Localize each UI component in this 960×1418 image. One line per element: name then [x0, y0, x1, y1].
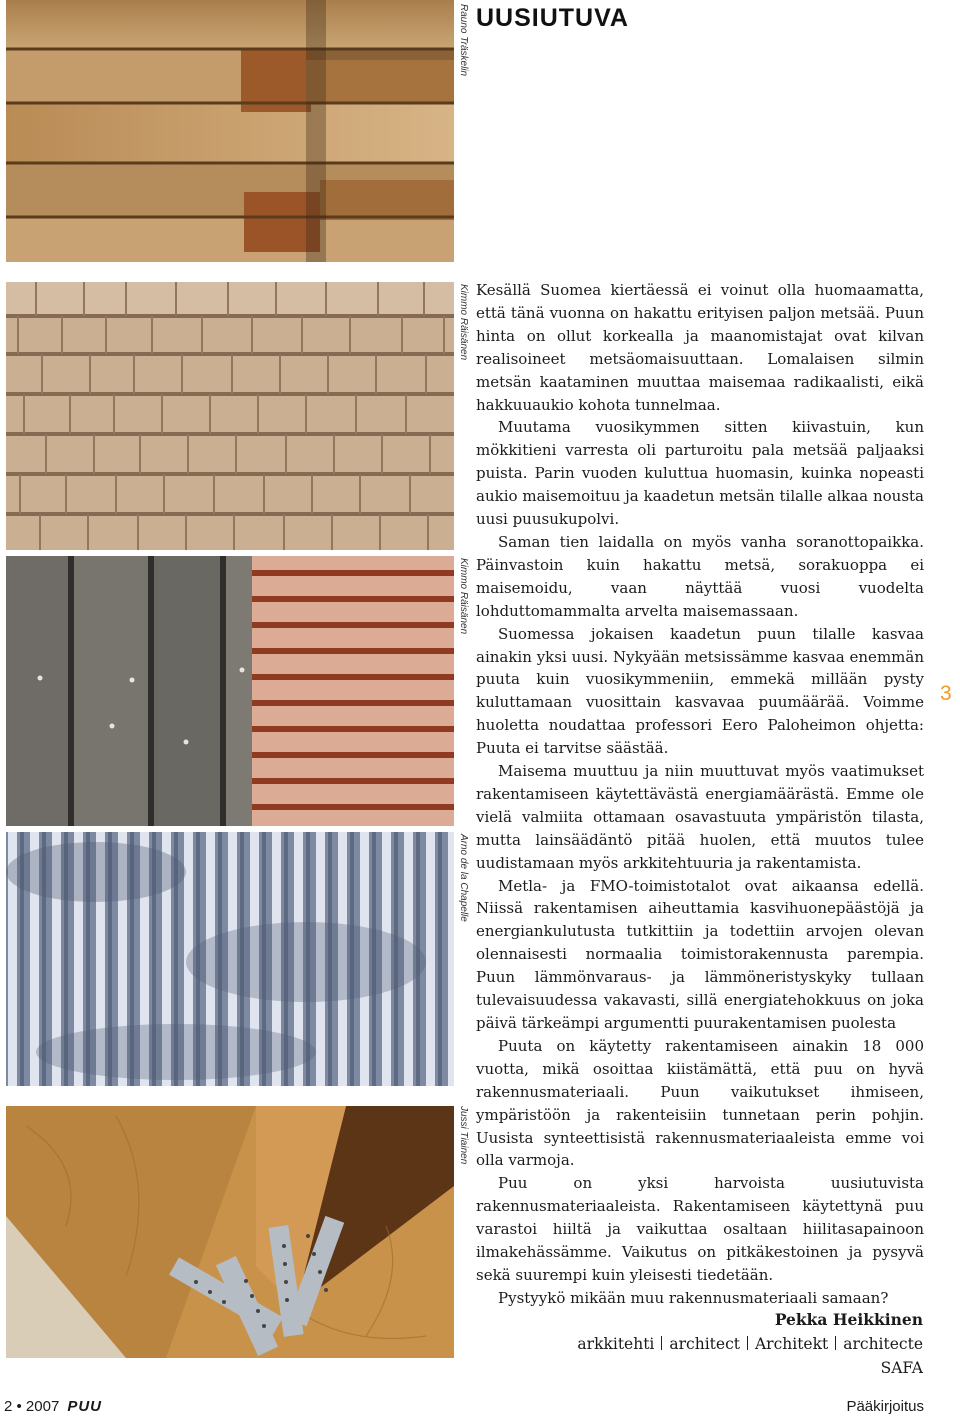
author-title: architecte	[843, 1335, 923, 1353]
red-slats-image	[252, 556, 454, 826]
divider	[661, 1336, 662, 1350]
footer-issue-block	[4, 1398, 102, 1415]
paragraph: Puu on yksi harvoista uusiutuvista rakennusmateriaaleista. Rakentamiseen käytettynä puu varastoi hiiltä ja vaikuttaa osaltaan hiilitasapainoon ilmakehässämme. Vaikutus on pitkäkestoinen ja pysyvä sekä suurempi kuin yleisesti tiedetään.	[476, 1174, 924, 1284]
divider	[835, 1336, 836, 1350]
issue-number: 2 • 2007	[4, 1398, 60, 1415]
paragraph: Saman tien laidalla on myös vanha soranottopaikka. Päinvastoin kuin hakattu metsä, sorakuoppa ei maisemoidu, vaan näyttää vuosi vuodelta lohduttomammalta arvelta maisemassaan.	[476, 532, 924, 620]
photo-credit: Kimmo Räisänen	[458, 284, 469, 361]
author-titles	[577, 1332, 923, 1356]
photo-shingles	[6, 282, 454, 550]
grey-boards-image	[6, 556, 252, 826]
editorial-text	[476, 279, 924, 1310]
photo-credit: Jussi Tiainen	[458, 1106, 469, 1165]
paragraph: Maisema muuttuu ja niin muuttuvat myös vaatimukset rakentamiseen käytettävästä energiamäärästä. Emme ole vielä valmiita ottamaan osavastuuta ympäristön tilasta, mutta lainsäädäntö pitää huolen, että muutos tulee uudistamaan myös arkkitehtuuria ja rakentamista.	[476, 762, 924, 872]
page-number: 3	[940, 682, 952, 705]
magazine-name: PUU	[67, 1398, 102, 1415]
page-title: UUSIUTUVA	[476, 4, 629, 32]
photo-red-slats	[252, 556, 454, 826]
divider	[747, 1336, 748, 1350]
metal-cladding-image	[6, 832, 454, 1086]
section-name: Pääkirjoitus	[846, 1398, 924, 1415]
photo-credit: Kimmo Räisänen	[458, 558, 469, 635]
photo-credit: Rauno Träskelin	[458, 4, 469, 77]
photo-plywood-joint	[6, 1106, 454, 1358]
author-title: architect	[669, 1335, 740, 1353]
paragraph: Pystyykö mikään muu rakennusmateriaali samaan?	[498, 1288, 889, 1307]
photo-credit: Arno de la Chapelle	[458, 834, 469, 922]
paragraph: Kesällä Suomea kiertäessä ei voinut olla huomaamatta, että tänä vuonna on hakattu erityisen paljon metsää. Puun hinta on ollut korkealla ja maanomistajat ovat kilvan realisoineet metsäomaisuuttaan. Lomalaisen silmin metsän kaataminen muuttaa maisemaa radikaalisti, eikä hakkuuaukio kohota tunnelmaa.	[476, 281, 924, 414]
paragraph: Puuta on käytetty rakentamiseen ainakin 18 000 vuotta, mikä osoittaa kiistämättä, että puu on hyvä rakennusmateriaali. Puun vaikutukset ihmiseen, ympäristöön ja rakenteisiin tunnetaan perin pohjin. Uusista synteettisistä rakennusmateriaaleista emme voi olla varmoja.	[476, 1036, 924, 1170]
author-signature	[577, 1308, 923, 1380]
paragraph: Metla- ja FMO-toimistotalot ovat aikaansa edellä. Niissä rakentamisen aiheuttamia kasvihuonepäästöjä ja energiankulutusta tutkittiin ja todettiin arvojen olevan olennaisesti normaalia toimistorakennusta parempia. Puun lämmönvaraus- ja lämmöneristyskyky tullaan tulevaisuudessa vakavasti, sillä energiatehokkuus on joka päivä tärkeämpi argumentti puurakentamisen puolesta	[476, 876, 924, 1032]
author-name: Pekka Heikkinen	[774, 1310, 923, 1329]
photo-log-joints	[6, 0, 454, 262]
author-org: SAFA	[880, 1359, 923, 1377]
paragraph: Muutama vuosikymmen sitten kiivastuin, kun mökkitieni varresta oli parturoitu pala metsää paljaaksi puista. Parin vuoden kuluttua huomasin, kuinka nopeasti aukio maisemoituu ja kaadetun metsän tilalle alkaa nousta uusi puusukupolvi.	[476, 418, 924, 529]
plywood-joint-image	[6, 1106, 454, 1358]
author-title: arkkitehti	[577, 1335, 655, 1353]
shingles-image	[6, 282, 454, 550]
photo-grey-boards	[6, 556, 252, 826]
paragraph: Suomessa jokaisen kaadetun puun tilalle kasvaa ainakin yksi uusi. Nykyään metsissämme kasvaa enemmän puuta kuin vuosikymmeniin, emmekä millään pysty kuluttamaan vuosittain kasvavaa puumäärää. Voimme huoletta noudattaa professori Eero Paloheimon ohjetta: Puuta ei tarvitse säästää.	[476, 624, 924, 758]
log-joints-image	[6, 0, 454, 262]
author-title: Architekt	[754, 1335, 829, 1353]
footer	[4, 1396, 924, 1418]
photo-metal-cladding	[6, 832, 454, 1086]
